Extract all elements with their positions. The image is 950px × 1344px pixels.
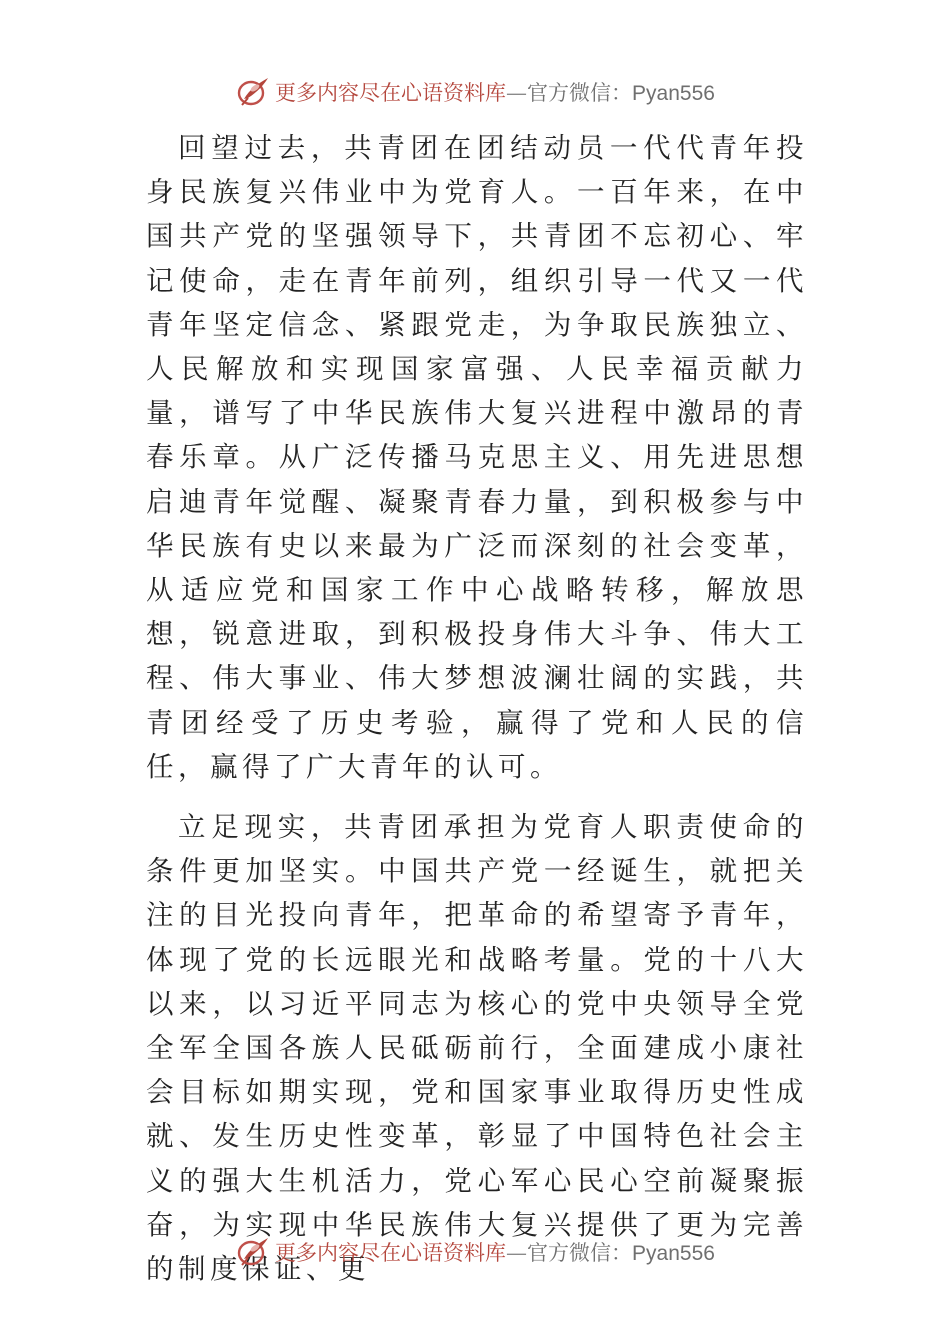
footer-banner-wechat-label: 官方微信： bbox=[527, 1241, 633, 1265]
quill-pen-logo-icon bbox=[235, 74, 271, 110]
paragraph: 回望过去，共青团在团结动员一代代青年投身民族复兴伟业中为党育人。一百年来，在中国共产党的坚强领导下，共青团不忘初心、牢记使命，走在青年前列，组织引导一代又一代青年坚定信念、紧跟党走，为争取民族独立、人民解放和实现国家富强、人民幸福贡献力量，谱写了中华民族伟大复兴进程中激昂的青春乐章。从广泛传播马克思主义、用先进思想启迪青年觉醒、凝聚青春力量，到积极参与中华民族有史以来最为广泛而深刻的社会变革，从适应党和国家工作中心战略转移，解放思想，锐意进取，到积极投身伟大斗争、伟大工程、伟大事业、伟大梦想波澜壮阔的实践，共青团经受了历史考验，赢得了党和人民的信任，赢得了广大青年的认可。 bbox=[146, 132, 808, 783]
footer-banner-wechat-id: Pyan556 bbox=[632, 1242, 715, 1265]
header-banner-wechat-id: Pyan556 bbox=[632, 82, 715, 105]
document-body bbox=[146, 126, 808, 1291]
header-banner-dash: — bbox=[506, 81, 528, 105]
header-banner bbox=[0, 72, 950, 112]
paragraph: 立足现实，共青团承担为党育人职责使命的条件更加坚实。中国共产党一经诞生，就把关注的目光投向青年，把革命的希望寄予青年，体现了党的长远眼光和战略考量。党的十八大以来，以习近平同志为核心的党中央领导全党全军全国各族人民砥砺前行，全面建成小康社会目标如期实现，党和国家事业取得历史性成就、发生历史性变革，彰显了中国特色社会主义的强大生机活力，党心军心民心空前凝聚振奋，为实现中华民族伟大复兴提供了更为完善的制度保证、更 bbox=[146, 811, 808, 1286]
header-banner-main: 更多内容尽在心语资料库 bbox=[275, 81, 507, 105]
header-banner-text bbox=[275, 77, 715, 107]
footer-banner bbox=[0, 1232, 950, 1272]
footer-banner-dash: — bbox=[506, 1241, 528, 1265]
footer-banner-main: 更多内容尽在心语资料库 bbox=[275, 1241, 507, 1265]
quill-pen-logo-icon bbox=[235, 1234, 271, 1270]
header-banner-wechat-label: 官方微信： bbox=[527, 81, 633, 105]
footer-banner-text bbox=[275, 1237, 715, 1267]
